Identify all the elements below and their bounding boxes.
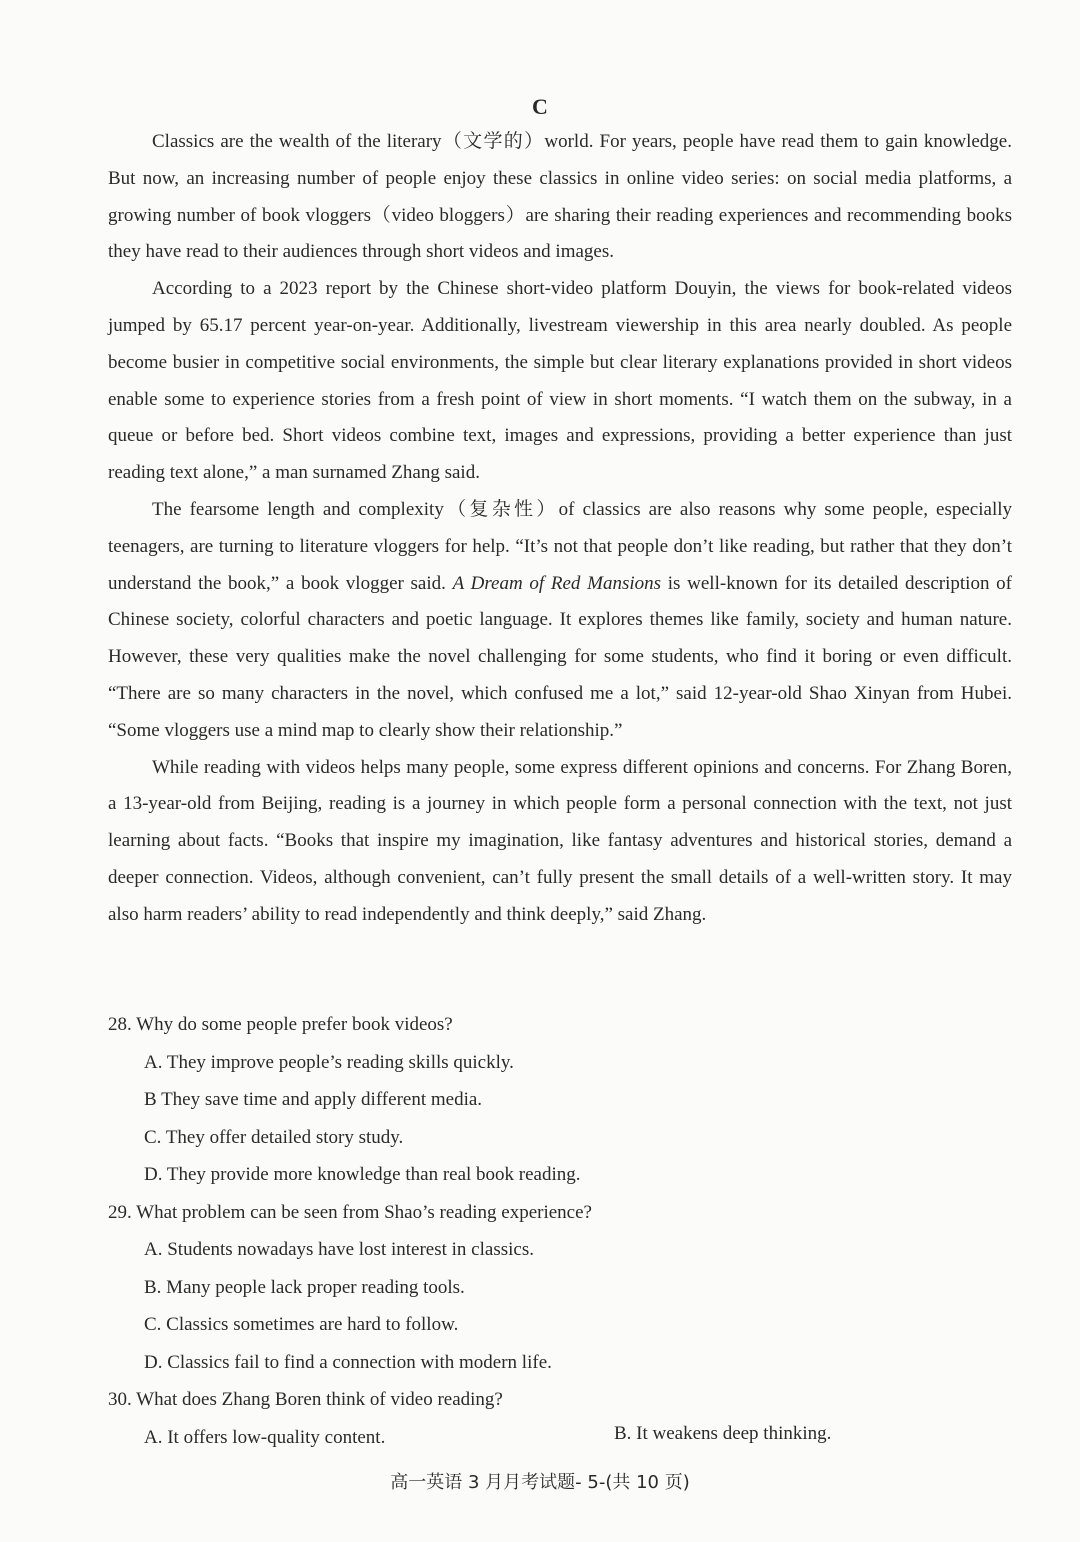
book-title: A Dream of Red Mansions	[452, 572, 662, 594]
question-29-option-d: D. Classics fail to find a connection with modern life.	[144, 1351, 552, 1373]
question-list	[108, 1006, 1012, 1456]
question-30-option-b: B. It weakens deep thinking.	[614, 1422, 832, 1444]
question-29-option-b: B. Many people lack proper reading tools.	[144, 1276, 465, 1298]
page-footer: 高一英语 3 月月考试题- 5-(共 10 页)	[390, 1472, 690, 1493]
question-29-option-a: A. Students nowadays have lost interest in classics.	[144, 1239, 534, 1260]
question-28-option-c: C. They offer detailed story study.	[144, 1126, 404, 1148]
reading-passage	[108, 124, 1012, 934]
paragraph-3-part-2: is well-known for its detailed description of Chinese society, colorful characters and poetic language. It explores themes like family, society and human nature. However, these very qualities make the novel challenging for some students, who find it boring or even difficult. “There are so many characters in the novel, which confused me a lot,” said 12-year-old Shao Xinyan from Hubei. “Some vloggers use a mind map to clearly show their relationship.”	[108, 572, 1012, 741]
question-30-stem: 30. What does Zhang Boren think of video reading?	[108, 1389, 503, 1410]
paragraph-3-part-1: The fearsome length and complexity（复杂性）of classics are also reasons why some people, especially teenagers, are turning to literature vloggers for help. “It’s not that people don’t like reading, but rather that they don’t understand the book,” a book vlogger said.	[108, 498, 1012, 594]
question-30-options-row	[108, 1419, 1012, 1457]
section-heading: C	[532, 94, 548, 119]
question-28-option-b: B They save time and apply different media.	[144, 1089, 483, 1110]
question-29-stem: 29. What problem can be seen from Shao’s reading experience?	[108, 1201, 592, 1223]
paragraph-4: While reading with videos helps many people, some express different opinions and concerns. For Zhang Boren, a 13-year-old from Beijing, reading is a journey in which people form a personal connection with the text, not just learning about facts. “Books that inspire my imagination, like fantasy adventures and historical stories, demand a deeper connection. Videos, although convenient, can’t fully present the small details of a well-written story. It may also harm readers’ ability to read independently and think deeply,” said Zhang.	[108, 756, 1012, 925]
paragraph-3	[108, 492, 1012, 750]
paragraph-1: Classics are the wealth of the literary（文学的）world. For years, people have read them to gain knowledge. But now, an increasing number of people enjoy these classics in online video series: on social media platforms, a growing number of book vloggers（video bloggers）are sharing their reading experiences and recommending books they have read to their audiences through short videos and images.	[108, 131, 1012, 263]
paragraph-2: According to a 2023 report by the Chinese short-video platform Douyin, the views for book-related videos jumped by 65.17 percent year-on-year. Additionally, livestream viewership in this area nearly doubled. As people become busier in competitive social environments, the simple but clear literary explanations provided in short videos enable some to experience stories from a fresh point of view in short moments. “I watch them on the subway, in a queue or before bed. Short videos combine text, images and expressions, providing a better experience than just reading text alone,” a man surnamed Zhang said.	[108, 278, 1012, 484]
question-28-option-a: A. They improve people’s reading skills quickly.	[144, 1051, 514, 1073]
question-28-stem: 28. Why do some people prefer book videos?	[108, 1014, 453, 1035]
question-29-option-c: C. Classics sometimes are hard to follow.	[144, 1314, 459, 1335]
question-28-option-d: D. They provide more knowledge than real book reading.	[144, 1164, 581, 1185]
question-30-option-a: A. It offers low-quality content.	[144, 1426, 386, 1448]
